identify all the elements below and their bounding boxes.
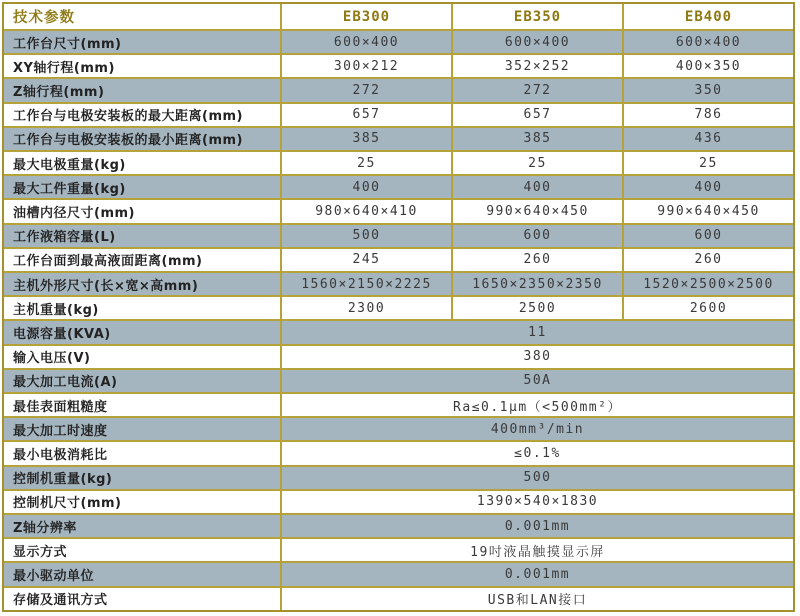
row-label: 主机重量(kg) [13, 302, 99, 318]
row-label: 最佳表面粗糙度 [13, 399, 108, 415]
row-label: 控制机重量(kg) [13, 472, 113, 488]
row-value-span: USB和LAN接口 [280, 588, 793, 610]
row-value: 600×400 [622, 31, 793, 53]
table-row [4, 295, 793, 319]
row-label: 工作台与电极安装板的最小距离(mm) [13, 133, 243, 149]
table-row [4, 537, 793, 561]
row-label: 电源容量(KVA) [13, 327, 111, 343]
row-value: 2300 [280, 297, 451, 319]
row-value: 400 [451, 176, 622, 198]
table-row [4, 102, 793, 126]
row-label: 工作台尺寸(mm) [13, 36, 122, 52]
table-row [4, 368, 793, 392]
row-value: 245 [280, 249, 451, 271]
table-row [4, 344, 793, 368]
row-value: 350 [622, 79, 793, 101]
row-value-span: 380 [280, 346, 793, 368]
row-label: 最大工件重量(kg) [13, 181, 126, 197]
row-label: 主机外形尺寸(长×宽×高mm) [13, 278, 199, 294]
row-value: 385 [280, 128, 451, 150]
row-value-span: Ra≤0.1μm（<500mm²） [280, 394, 793, 416]
table-row [4, 150, 793, 174]
row-value: 1650×2350×2350 [451, 273, 622, 295]
row-value: 260 [451, 249, 622, 271]
row-label: 最大电极重量(kg) [13, 157, 126, 173]
row-label: 最大加工时速度 [13, 423, 108, 439]
row-value: 25 [280, 152, 451, 174]
row-value: 1520×2500×2500 [622, 273, 793, 295]
row-label: 存储及通讯方式 [13, 593, 108, 609]
row-value: 2500 [451, 297, 622, 319]
row-label: 工作液箱容量(L) [13, 230, 116, 246]
table-row [4, 440, 793, 464]
table-header [4, 4, 793, 29]
table-row [4, 489, 793, 513]
row-value-span: 50A [280, 370, 793, 392]
row-value: 1560×2150×2225 [280, 273, 451, 295]
row-value: 352×252 [451, 55, 622, 77]
row-label: Z轴行程(mm) [13, 85, 105, 100]
table-row [4, 319, 793, 343]
table-row [4, 223, 793, 247]
row-value-span: 11 [280, 321, 793, 343]
table-row [4, 198, 793, 222]
row-value-span: 500 [280, 467, 793, 489]
header-col-eb300: EB300 [280, 4, 451, 29]
row-label: 最小电极消耗比 [13, 448, 108, 464]
row-value: 786 [622, 104, 793, 126]
table-row [4, 561, 793, 585]
row-value: 980×640×410 [280, 200, 451, 222]
row-value: 300×212 [280, 55, 451, 77]
table-row [4, 586, 793, 610]
header-col-eb400: EB400 [622, 4, 793, 29]
table-row [4, 271, 793, 295]
row-label: Z轴分辨率 [13, 520, 77, 536]
row-value: 385 [451, 128, 622, 150]
row-value-span: 1390×540×1830 [280, 491, 793, 513]
row-value: 25 [622, 152, 793, 174]
row-label: 工作台面到最高液面距离(mm) [13, 254, 203, 270]
row-value: 500 [280, 225, 451, 247]
spec-table [2, 2, 795, 612]
row-label: XY轴行程(mm) [13, 60, 115, 76]
row-label: 最小驱动单位 [13, 569, 95, 585]
row-value: 990×640×450 [451, 200, 622, 222]
row-value-span: 19吋液晶触摸显示屏 [280, 539, 793, 561]
row-value-span: 0.001mm [280, 563, 793, 585]
row-label: 最大加工电流(A) [13, 375, 118, 391]
row-value: 400 [622, 176, 793, 198]
row-value: 657 [451, 104, 622, 126]
table-row [4, 247, 793, 271]
row-value: 25 [451, 152, 622, 174]
row-value: 600×400 [451, 31, 622, 53]
row-value: 436 [622, 128, 793, 150]
table-row [4, 174, 793, 198]
row-label: 工作台与电极安装板的最大距离(mm) [13, 109, 243, 125]
row-value: 600 [451, 225, 622, 247]
row-value: 600 [622, 225, 793, 247]
table-row [4, 392, 793, 416]
row-value: 260 [622, 249, 793, 271]
row-value: 990×640×450 [622, 200, 793, 222]
row-label: 显示方式 [13, 544, 68, 560]
table-row [4, 465, 793, 489]
row-value: 2600 [622, 297, 793, 319]
header-col-eb350: EB350 [451, 4, 622, 29]
row-value: 400 [280, 176, 451, 198]
table-row [4, 416, 793, 440]
row-value: 600×400 [280, 31, 451, 53]
table-row [4, 513, 793, 537]
row-value-span: ≤0.1% [280, 442, 793, 464]
table-row [4, 77, 793, 101]
table-row [4, 53, 793, 77]
row-value-span: 0.001mm [280, 515, 793, 537]
row-label: 控制机尺寸(mm) [13, 496, 122, 512]
row-value: 400×350 [622, 55, 793, 77]
row-label: 油槽内径尺寸(mm) [13, 206, 135, 222]
row-value: 272 [280, 79, 451, 101]
header-title: 技术参数 [13, 10, 75, 26]
row-value: 272 [451, 79, 622, 101]
table-row [4, 29, 793, 53]
row-value: 657 [280, 104, 451, 126]
row-label: 输入电压(V) [13, 351, 91, 367]
table-row [4, 126, 793, 150]
row-value-span: 400mm³/min [280, 418, 793, 440]
